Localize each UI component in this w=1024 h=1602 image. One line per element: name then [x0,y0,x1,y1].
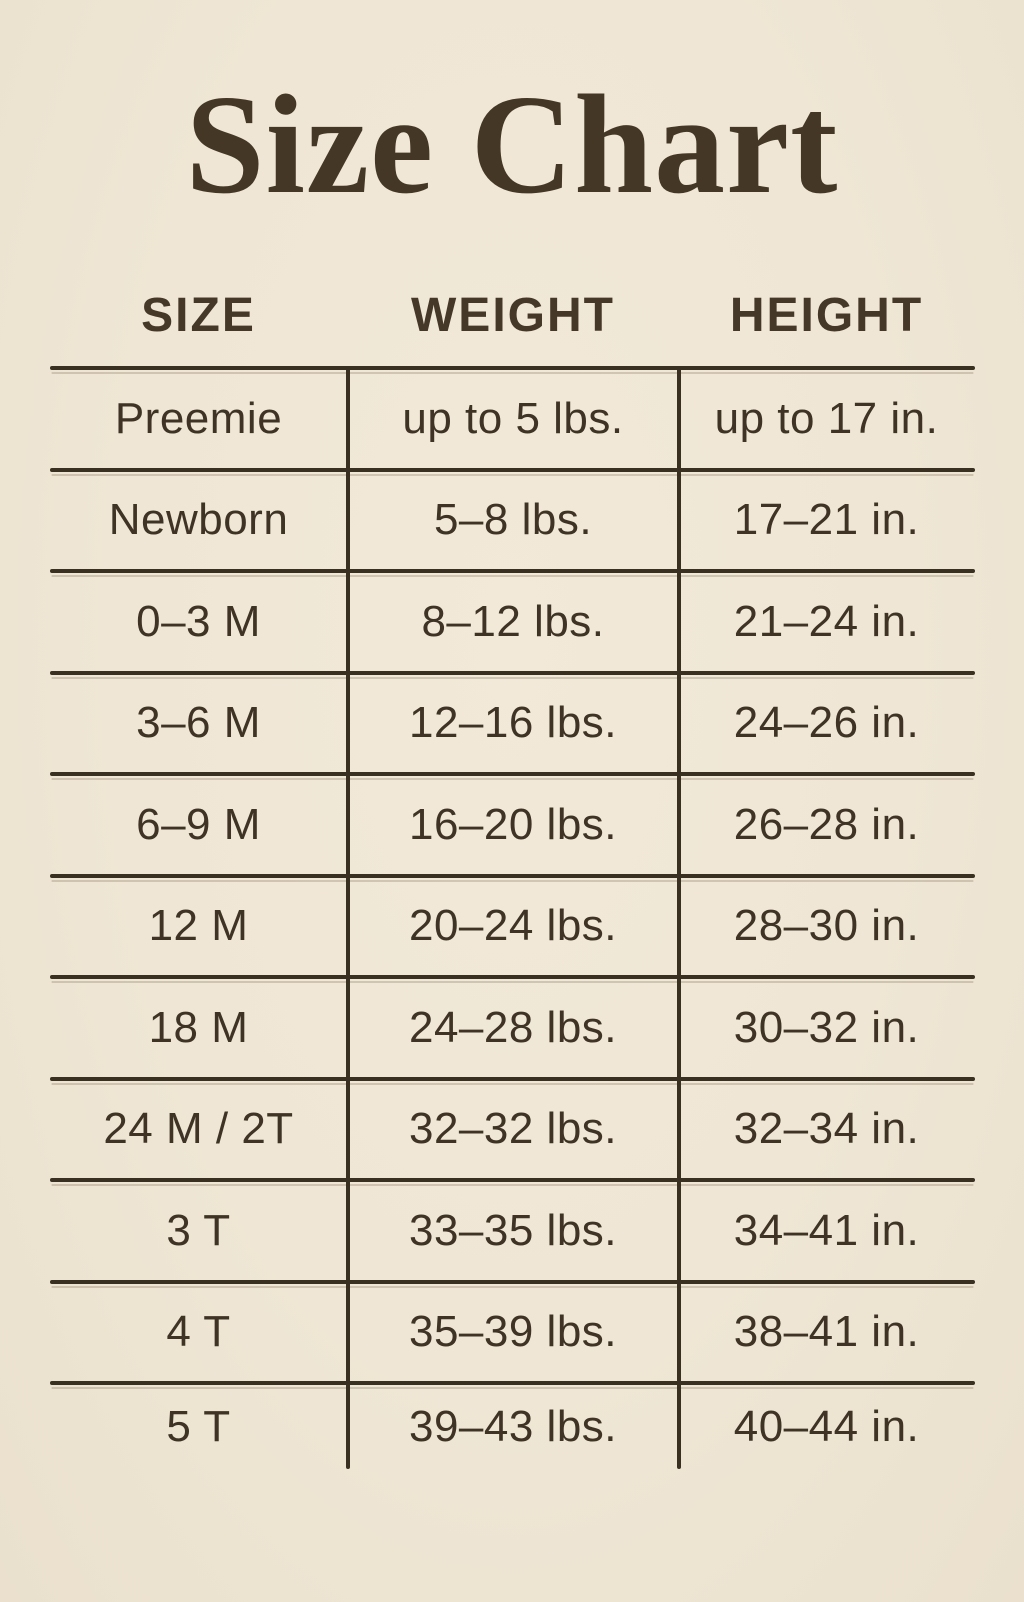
weight-cell: 35–39 lbs. [408,1307,618,1357]
weight-cell: 32–32 lbs. [408,1104,618,1154]
size-cell: 18 M [148,1002,249,1052]
size-table [50,264,975,1469]
column-divider-line [346,366,350,1469]
size-cell: 5 T [166,1402,231,1452]
weight-cell: 39–43 lbs. [408,1402,618,1452]
height-cell: 28–30 in. [733,901,920,951]
page-title: Size Chart [185,65,839,223]
table-row [50,1182,975,1280]
table-row [50,979,975,1077]
height-cell: up to 17 in. [714,393,939,443]
column-header-size: SIZE [141,288,256,342]
weight-cell: 24–28 lbs. [408,1002,618,1052]
column-divider-line [677,366,681,1469]
size-cell: 24 M / 2T [103,1104,294,1154]
weight-cell: 20–24 lbs. [408,901,618,951]
weight-cell: 12–16 lbs. [408,698,618,748]
table-row [50,1385,975,1469]
table-row [50,1284,975,1382]
weight-cell: 8–12 lbs. [421,596,605,646]
table-row [50,675,975,773]
weight-cell: up to 5 lbs. [402,393,624,443]
table-row [50,878,975,976]
size-cell: 4 T [166,1307,231,1357]
column-header-height: HEIGHT [729,288,924,342]
height-cell: 24–26 in. [733,698,920,748]
weight-cell: 33–35 lbs. [408,1205,618,1255]
size-cell: 6–9 M [136,799,261,849]
size-cell: 12 M [148,901,249,951]
table-header-row [50,264,975,366]
table-row [50,776,975,874]
column-header-weight: WEIGHT [411,288,615,342]
weight-cell: 16–20 lbs. [408,799,618,849]
height-cell: 17–21 in. [733,495,920,545]
table-row [50,370,975,468]
height-cell: 32–34 in. [733,1104,920,1154]
height-cell: 26–28 in. [733,799,920,849]
table-row [50,1081,975,1179]
height-cell: 21–24 in. [733,596,920,646]
height-cell: 40–44 in. [733,1402,920,1452]
weight-cell: 5–8 lbs. [433,495,593,545]
size-cell: 3 T [166,1205,231,1255]
size-cell: 0–3 M [136,596,261,646]
table-row [50,472,975,570]
size-cell: Preemie [114,393,283,443]
size-cell: 3–6 M [136,698,261,748]
table-row [50,573,975,671]
table-body [50,366,975,1469]
height-cell: 30–32 in. [733,1002,920,1052]
height-cell: 38–41 in. [733,1307,920,1357]
height-cell: 34–41 in. [733,1205,920,1255]
size-cell: Newborn [108,495,289,545]
